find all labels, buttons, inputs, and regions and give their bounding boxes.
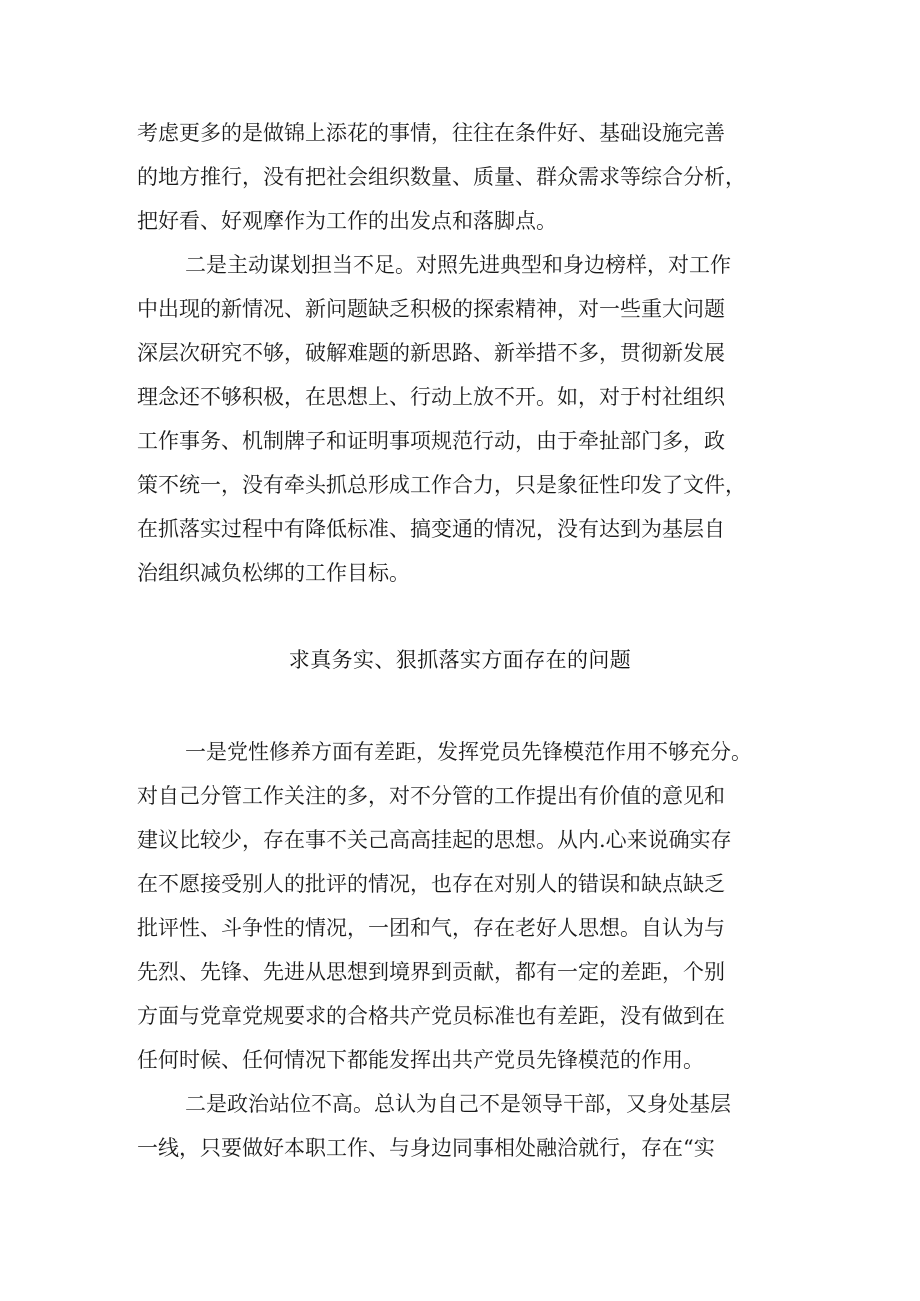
text-line: 理念还不够积极，在思想上、行动上放不开。如，对于村社组织 bbox=[137, 385, 725, 409]
text-line: 建议比较少，存在事不关己高高挂起的思想。从内.心来说确实存 bbox=[137, 828, 732, 852]
text-line: 在不愿接受别人的批评的情况，也存在对别人的错误和缺点缺乏 bbox=[137, 872, 725, 896]
text-line: 在抓落实过程中有降低标准、搞变通的情况，没有达到为基层自 bbox=[137, 517, 725, 541]
text-line: 治组织减负松绑的工作目标。 bbox=[137, 561, 410, 585]
text-line: 中出现的新情况、新问题缺乏积极的探索精神，对一些重大问题 bbox=[137, 297, 725, 321]
text-line: 方面与党章党规要求的合格共产党员标准也有差距，没有做到在 bbox=[137, 1004, 725, 1028]
text-line: 工作事务、机制牌子和证明事项规范行动，由于牵扯部门多，政 bbox=[137, 429, 725, 453]
text-line: 把好看、好观摩作为工作的出发点和落脚点。 bbox=[137, 209, 557, 233]
text-line: 任何时候、任何情况下都能发挥出共产党员先锋模范的作用。 bbox=[137, 1048, 704, 1072]
text-line: 考虑更多的是做锦上添花的事情，往往在条件好、基础设施完善 bbox=[137, 121, 725, 145]
text-line: 的地方推行，没有把社会组织数量、质量、群众需求等综合分析， bbox=[137, 165, 746, 189]
section-heading: 求真务实、狠抓落实方面存在的问题 bbox=[288, 648, 632, 672]
text-line: 一线，只要做好本职工作、与身边同事相处融洽就行，存在“实 bbox=[137, 1136, 715, 1160]
text-line: 二是政治站位不高。总认为自己不是领导干部，又身处基层 bbox=[185, 1092, 731, 1116]
text-line: 策不统一，没有牵头抓总形成工作合力，只是象征性印发了文件， bbox=[137, 473, 746, 497]
text-line: 深层次研究不够，破解难题的新思路、新举措不多，贯彻新发展 bbox=[137, 341, 725, 365]
text-line: 一是党性修养方面有差距，发挥党员先锋模范作用不够充分。 bbox=[185, 740, 752, 764]
text-line: 二是主动谋划担当不足。对照先进典型和身边榜样，对工作 bbox=[185, 253, 731, 277]
text-line: 批评性、斗争性的情况，一团和气，存在老好人思想。自认为与 bbox=[137, 916, 725, 940]
text-line: 对自己分管工作关注的多，对不分管的工作提出有价值的意见和 bbox=[137, 784, 725, 808]
text-line: 先烈、先锋、先进从思想到境界到贡献，都有一定的差距，个别 bbox=[137, 960, 725, 984]
